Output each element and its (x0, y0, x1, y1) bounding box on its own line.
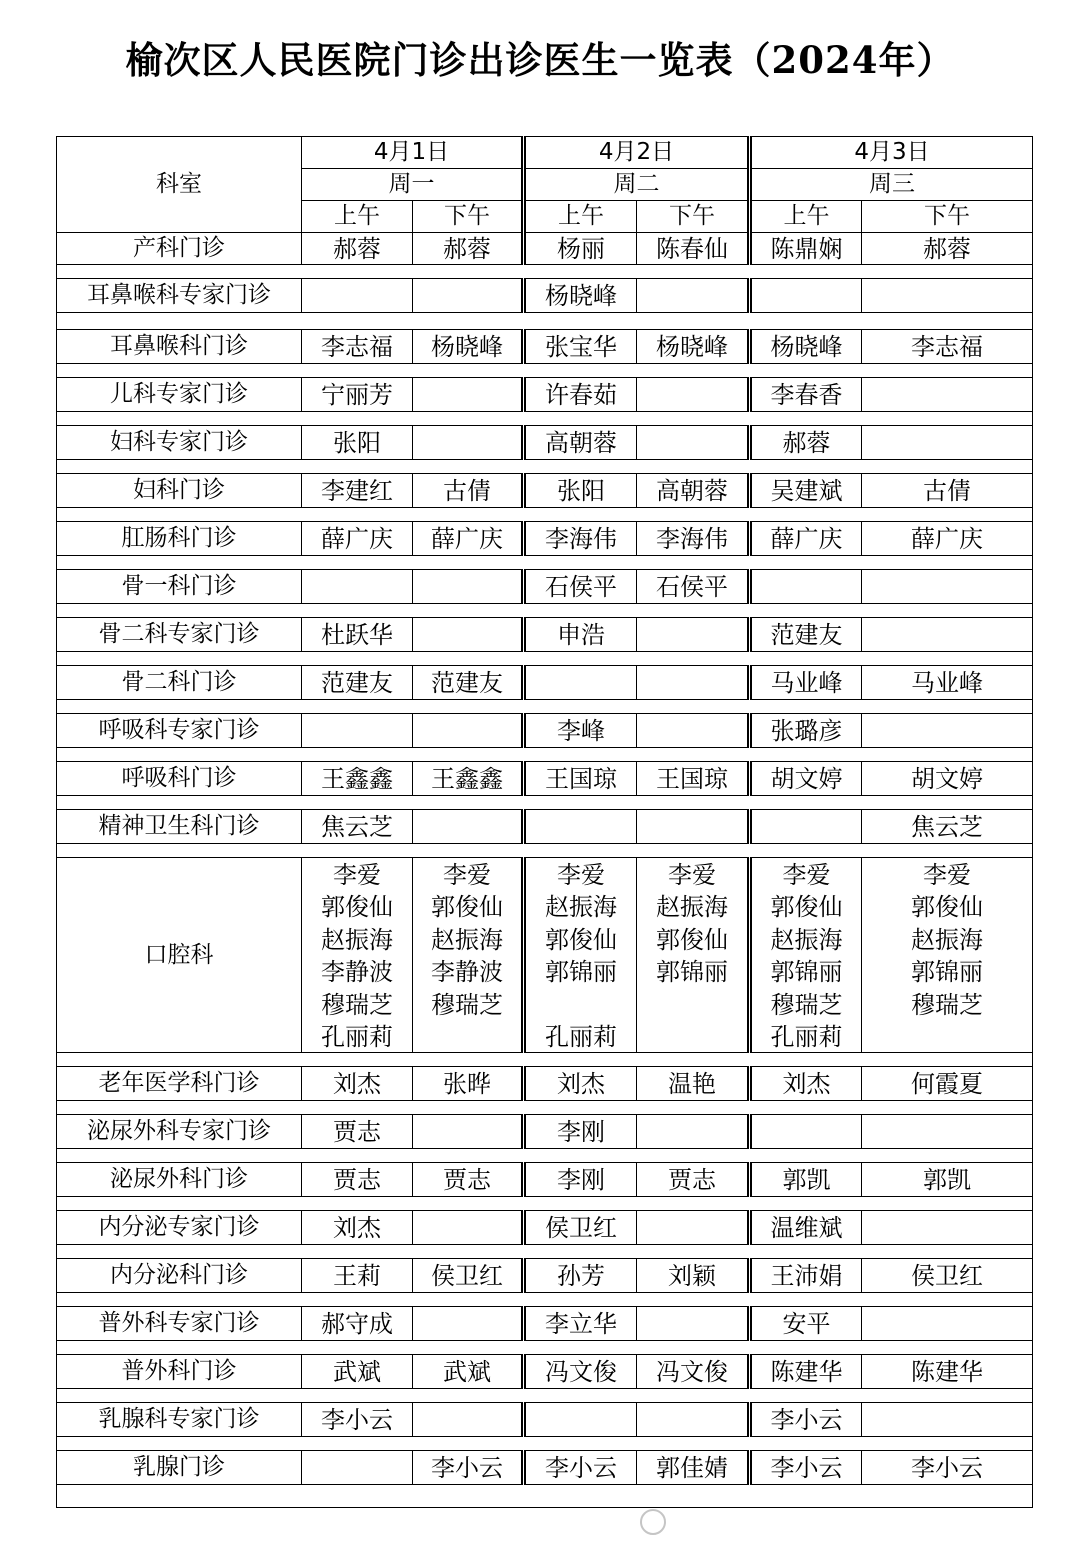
doctor-cell: 王鑫鑫 (413, 762, 524, 796)
doctor-cell: 高朝蓉 (637, 474, 750, 508)
doctor-cell: 侯卫红 (862, 1259, 1033, 1293)
dept-cell: 妇科专家门诊 (57, 426, 302, 460)
doctor-cell: 赵振海 (637, 890, 750, 923)
doctor-cell (413, 714, 524, 748)
doctor-cell (413, 1403, 524, 1437)
doctor-cell (862, 426, 1033, 460)
spacer-cell (57, 700, 1033, 714)
doctor-cell: 焦云芝 (302, 810, 413, 844)
doctor-cell (413, 1307, 524, 1341)
doctor-cell: 冯文俊 (637, 1355, 750, 1389)
row-spacer (57, 652, 1033, 666)
dept-cell: 骨二科专家门诊 (57, 618, 302, 652)
spacer-cell (57, 748, 1033, 762)
row-spacer (57, 1149, 1033, 1163)
table-row (57, 378, 1033, 412)
doctor-cell (862, 1211, 1033, 1245)
doctor-cell: 张阳 (524, 474, 637, 508)
doctor-cell: 温维斌 (750, 1211, 862, 1245)
table-row (57, 666, 1033, 700)
doctor-cell (750, 279, 862, 313)
doctor-cell: 郭锦丽 (862, 955, 1033, 988)
doctor-cell: 孔丽莉 (302, 1020, 413, 1053)
doctor-cell: 刘杰 (750, 1067, 862, 1101)
spacer-cell (57, 1389, 1033, 1403)
doctor-cell: 焦云芝 (862, 810, 1033, 844)
doctor-cell: 郝守成 (302, 1307, 413, 1341)
doctor-cell: 穆瑞芝 (750, 988, 862, 1021)
table-row (57, 1355, 1033, 1389)
doctor-cell (750, 810, 862, 844)
doctor-cell (637, 1307, 750, 1341)
dept-cell: 产科门诊 (57, 233, 302, 265)
spacer-cell (57, 1197, 1033, 1211)
doctor-cell: 范建友 (750, 618, 862, 652)
spacer-cell (57, 412, 1033, 426)
doctor-cell: 陈建华 (750, 1355, 862, 1389)
doctor-cell: 王莉 (302, 1259, 413, 1293)
am-header: 上午 (302, 201, 413, 233)
row-spacer (57, 796, 1033, 810)
doctor-cell: 李刚 (524, 1115, 637, 1149)
page-title: 榆次区人民医院门诊出诊医生一览表（2024年） (125, 38, 955, 82)
doctor-cell: 王沛娟 (750, 1259, 862, 1293)
row-spacer (57, 313, 1033, 330)
doctor-cell (413, 570, 524, 604)
doctor-cell: 武斌 (302, 1355, 413, 1389)
dept-cell: 老年医学科门诊 (57, 1067, 302, 1101)
spacer-cell (57, 1053, 1033, 1067)
doctor-cell (524, 666, 637, 700)
doctor-cell: 李爱 (637, 858, 750, 891)
doctor-cell: 赵振海 (413, 923, 524, 956)
doctor-cell: 薛广庆 (862, 522, 1033, 556)
doctor-cell: 李爱 (302, 858, 413, 891)
doctor-cell: 郭锦丽 (637, 955, 750, 988)
doctor-cell: 范建友 (413, 666, 524, 700)
doctor-cell: 李立华 (524, 1307, 637, 1341)
doctor-cell (862, 618, 1033, 652)
doctor-cell: 郭俊仙 (413, 890, 524, 923)
table-row (57, 1451, 1033, 1485)
doctor-cell: 李小云 (524, 1451, 637, 1485)
doctor-cell: 王鑫鑫 (302, 762, 413, 796)
doctor-cell (413, 426, 524, 460)
doctor-cell: 高朝蓉 (524, 426, 637, 460)
doctor-cell: 赵振海 (302, 923, 413, 956)
table-row (57, 714, 1033, 748)
doctor-cell: 胡文婷 (862, 762, 1033, 796)
table-row (57, 762, 1033, 796)
table-row (57, 426, 1033, 460)
doctor-cell (750, 1115, 862, 1149)
spacer-cell (57, 556, 1033, 570)
doctor-cell: 安平 (750, 1307, 862, 1341)
table-row (57, 1067, 1033, 1101)
doctor-cell: 李静波 (302, 955, 413, 988)
date-header-day1: 4月1日 (302, 137, 524, 169)
doctor-cell (637, 618, 750, 652)
doctor-cell: 杨丽 (524, 233, 637, 265)
spacer-cell (57, 604, 1033, 618)
dept-cell: 精神卫生科门诊 (57, 810, 302, 844)
row-spacer (57, 1437, 1033, 1451)
pm-header: 下午 (413, 201, 524, 233)
table-row (57, 810, 1033, 844)
doctor-cell: 刘颖 (637, 1259, 750, 1293)
doctor-cell: 李静波 (413, 955, 524, 988)
weekday-header-day3: 周三 (750, 169, 1033, 201)
spacer-cell (57, 1437, 1033, 1451)
doctor-cell: 李小云 (750, 1451, 862, 1485)
doctor-cell (862, 378, 1033, 412)
dept-cell: 乳腺门诊 (57, 1451, 302, 1485)
doctor-cell: 杨晓峰 (637, 330, 750, 364)
doctor-cell (524, 988, 637, 1021)
doctor-cell (637, 988, 750, 1021)
doctor-cell: 李爱 (524, 858, 637, 891)
watermark (640, 1508, 672, 1535)
doctor-cell: 马业峰 (750, 666, 862, 700)
doctor-cell (413, 1020, 524, 1053)
doctor-cell: 郭俊仙 (524, 923, 637, 956)
table-row (57, 1115, 1033, 1149)
doctor-cell: 李志福 (862, 330, 1033, 364)
weekday-header-day2: 周二 (524, 169, 750, 201)
table-row (57, 1211, 1033, 1245)
schedule-table (56, 136, 1033, 1508)
row-spacer (57, 364, 1033, 378)
spacer-cell (57, 1293, 1033, 1307)
doctor-cell (302, 279, 413, 313)
doctor-cell: 申浩 (524, 618, 637, 652)
doctor-cell: 石侯平 (524, 570, 637, 604)
table-row (57, 1259, 1033, 1293)
row-spacer (57, 700, 1033, 714)
doctor-cell (637, 426, 750, 460)
spacer-cell (57, 1101, 1033, 1115)
date-header-day3: 4月3日 (750, 137, 1033, 169)
doctor-cell: 郭俊仙 (862, 890, 1033, 923)
dept-cell: 呼吸科门诊 (57, 762, 302, 796)
doctor-cell: 古倩 (413, 474, 524, 508)
doctor-cell: 李峰 (524, 714, 637, 748)
doctor-cell (862, 279, 1033, 313)
doctor-cell: 侯卫红 (413, 1259, 524, 1293)
doctor-cell: 刘杰 (524, 1067, 637, 1101)
spacer-cell (57, 1485, 1033, 1508)
doctor-cell: 冯文俊 (524, 1355, 637, 1389)
doctor-cell: 杨晓峰 (413, 330, 524, 364)
dept-cell: 骨二科门诊 (57, 666, 302, 700)
doctor-cell: 李春香 (750, 378, 862, 412)
spacer-cell (57, 508, 1033, 522)
doctor-cell: 许春茹 (524, 378, 637, 412)
dept-cell: 普外科门诊 (57, 1355, 302, 1389)
row-spacer (57, 508, 1033, 522)
doctor-cell (862, 1020, 1033, 1053)
doctor-cell (637, 810, 750, 844)
dept-cell: 内分泌科门诊 (57, 1259, 302, 1293)
row-spacer (57, 556, 1033, 570)
doctor-cell: 刘杰 (302, 1067, 413, 1101)
spacer-cell (57, 1149, 1033, 1163)
weekday-header-day1: 周一 (302, 169, 524, 201)
table-row (57, 618, 1033, 652)
doctor-cell (637, 714, 750, 748)
table-row (57, 570, 1033, 604)
doctor-cell: 张宝华 (524, 330, 637, 364)
table-row (57, 1403, 1033, 1437)
dept-cell: 普外科专家门诊 (57, 1307, 302, 1341)
spacer-cell (57, 844, 1033, 858)
row-spacer (57, 1293, 1033, 1307)
doctor-cell: 穆瑞芝 (413, 988, 524, 1021)
row-spacer (57, 1197, 1033, 1211)
doctor-cell: 宁丽芳 (302, 378, 413, 412)
doctor-cell: 贾志 (302, 1163, 413, 1197)
doctor-cell (302, 570, 413, 604)
doctor-cell: 郭俊仙 (637, 923, 750, 956)
doctor-cell (862, 1115, 1033, 1149)
doctor-cell (637, 279, 750, 313)
doctor-cell (862, 570, 1033, 604)
doctor-cell: 贾志 (637, 1163, 750, 1197)
spacer-cell (57, 265, 1033, 279)
table-row (57, 279, 1033, 313)
doctor-cell: 郝蓉 (862, 233, 1033, 265)
doctor-cell (413, 279, 524, 313)
dept-header: 科室 (57, 137, 302, 233)
row-spacer (57, 1341, 1033, 1355)
dept-cell: 耳鼻喉科专家门诊 (57, 279, 302, 313)
doctor-cell: 侯卫红 (524, 1211, 637, 1245)
row-spacer (57, 412, 1033, 426)
dept-cell: 儿科专家门诊 (57, 378, 302, 412)
doctor-cell: 范建友 (302, 666, 413, 700)
doctor-cell: 郝蓉 (413, 233, 524, 265)
doctor-cell: 赵振海 (524, 890, 637, 923)
doctor-cell (637, 1403, 750, 1437)
doctor-cell: 郭锦丽 (750, 955, 862, 988)
table-row (57, 233, 1033, 265)
doctor-cell: 李小云 (750, 1403, 862, 1437)
doctor-cell (750, 570, 862, 604)
doctor-cell: 马业峰 (862, 666, 1033, 700)
doctor-cell (413, 378, 524, 412)
doctor-cell: 孙芳 (524, 1259, 637, 1293)
row-spacer (57, 1245, 1033, 1259)
dept-cell: 泌尿外科专家门诊 (57, 1115, 302, 1149)
watermark-logo-icon (640, 1509, 666, 1535)
doctor-cell (862, 714, 1033, 748)
spacer-cell (57, 796, 1033, 810)
doctor-cell: 石侯平 (637, 570, 750, 604)
dept-cell: 内分泌专家门诊 (57, 1211, 302, 1245)
doctor-cell: 郝蓉 (302, 233, 413, 265)
spacer-cell (57, 1341, 1033, 1355)
table-row (57, 1163, 1033, 1197)
doctor-cell: 李小云 (862, 1451, 1033, 1485)
doctor-cell: 胡文婷 (750, 762, 862, 796)
doctor-cell: 孔丽莉 (750, 1020, 862, 1053)
doctor-cell: 杨晓峰 (524, 279, 637, 313)
doctor-cell: 孔丽莉 (524, 1020, 637, 1053)
doctor-cell: 李小云 (302, 1403, 413, 1437)
doctor-cell (637, 1115, 750, 1149)
doctor-cell: 薛广庆 (750, 522, 862, 556)
doctor-cell: 刘杰 (302, 1211, 413, 1245)
dept-cell: 乳腺科专家门诊 (57, 1403, 302, 1437)
doctor-cell (524, 810, 637, 844)
spacer-cell (57, 313, 1033, 330)
doctor-cell: 郭俊仙 (302, 890, 413, 923)
table-row (57, 858, 1033, 891)
am-header: 上午 (750, 201, 862, 233)
row-spacer (57, 1485, 1033, 1508)
row-spacer (57, 748, 1033, 762)
doctor-cell: 郭凯 (750, 1163, 862, 1197)
row-spacer (57, 604, 1033, 618)
dept-cell: 耳鼻喉科门诊 (57, 330, 302, 364)
spacer-cell (57, 1245, 1033, 1259)
doctor-cell: 杜跃华 (302, 618, 413, 652)
dept-cell: 泌尿外科门诊 (57, 1163, 302, 1197)
doctor-cell: 李爱 (750, 858, 862, 891)
row-spacer (57, 1053, 1033, 1067)
doctor-cell: 温艳 (637, 1067, 750, 1101)
dept-cell: 呼吸科专家门诊 (57, 714, 302, 748)
doctor-cell: 李爱 (413, 858, 524, 891)
doctor-cell: 李海伟 (637, 522, 750, 556)
doctor-cell: 李海伟 (524, 522, 637, 556)
doctor-cell: 薛广庆 (413, 522, 524, 556)
doctor-cell: 王国琼 (637, 762, 750, 796)
dept-cell: 肛肠科门诊 (57, 522, 302, 556)
date-header-day2: 4月2日 (524, 137, 750, 169)
doctor-cell (413, 810, 524, 844)
spacer-cell (57, 460, 1033, 474)
spacer-cell (57, 364, 1033, 378)
row-spacer (57, 265, 1033, 279)
table-row (57, 1307, 1033, 1341)
doctor-cell (302, 714, 413, 748)
am-header: 上午 (524, 201, 637, 233)
doctor-cell: 薛广庆 (302, 522, 413, 556)
doctor-cell (637, 666, 750, 700)
row-spacer (57, 844, 1033, 858)
row-spacer (57, 1389, 1033, 1403)
pm-header: 下午 (862, 201, 1033, 233)
pm-header: 下午 (637, 201, 750, 233)
doctor-cell: 穆瑞芝 (302, 988, 413, 1021)
doctor-cell: 李志福 (302, 330, 413, 364)
doctor-cell (862, 1403, 1033, 1437)
doctor-cell: 陈鼎娴 (750, 233, 862, 265)
doctor-cell: 赵振海 (750, 923, 862, 956)
table-row (57, 474, 1033, 508)
doctor-cell: 李建红 (302, 474, 413, 508)
doctor-cell: 穆瑞芝 (862, 988, 1033, 1021)
doctor-cell: 张阳 (302, 426, 413, 460)
doctor-cell (637, 378, 750, 412)
doctor-cell: 张晔 (413, 1067, 524, 1101)
doctor-cell: 吴建斌 (750, 474, 862, 508)
doctor-cell: 贾志 (302, 1115, 413, 1149)
doctor-cell: 赵振海 (862, 923, 1033, 956)
doctor-cell: 杨晓峰 (750, 330, 862, 364)
table-row (57, 330, 1033, 364)
doctor-cell: 张璐彦 (750, 714, 862, 748)
row-spacer (57, 460, 1033, 474)
dept-cell: 妇科门诊 (57, 474, 302, 508)
doctor-cell: 陈建华 (862, 1355, 1033, 1389)
doctor-cell: 古倩 (862, 474, 1033, 508)
table-row (57, 522, 1033, 556)
doctor-cell: 李爱 (862, 858, 1033, 891)
doctor-cell: 王国琼 (524, 762, 637, 796)
doctor-cell: 郝蓉 (750, 426, 862, 460)
doctor-cell: 李小云 (413, 1451, 524, 1485)
spacer-cell (57, 652, 1033, 666)
doctor-cell (413, 1115, 524, 1149)
dept-cell: 口腔科 (57, 858, 302, 1053)
doctor-cell: 郭俊仙 (750, 890, 862, 923)
doctor-cell: 何霞夏 (862, 1067, 1033, 1101)
doctor-cell: 陈春仙 (637, 233, 750, 265)
doctor-cell: 郭佳婧 (637, 1451, 750, 1485)
doctor-cell: 郭凯 (862, 1163, 1033, 1197)
doctor-cell (637, 1020, 750, 1053)
doctor-cell: 武斌 (413, 1355, 524, 1389)
doctor-cell (413, 1211, 524, 1245)
doctor-cell (302, 1451, 413, 1485)
doctor-cell (524, 1403, 637, 1437)
doctor-cell: 郭锦丽 (524, 955, 637, 988)
doctor-cell: 李刚 (524, 1163, 637, 1197)
row-spacer (57, 1101, 1033, 1115)
doctor-cell: 贾志 (413, 1163, 524, 1197)
doctor-cell (862, 1307, 1033, 1341)
dept-cell: 骨一科门诊 (57, 570, 302, 604)
doctor-cell (637, 1211, 750, 1245)
doctor-cell (413, 618, 524, 652)
